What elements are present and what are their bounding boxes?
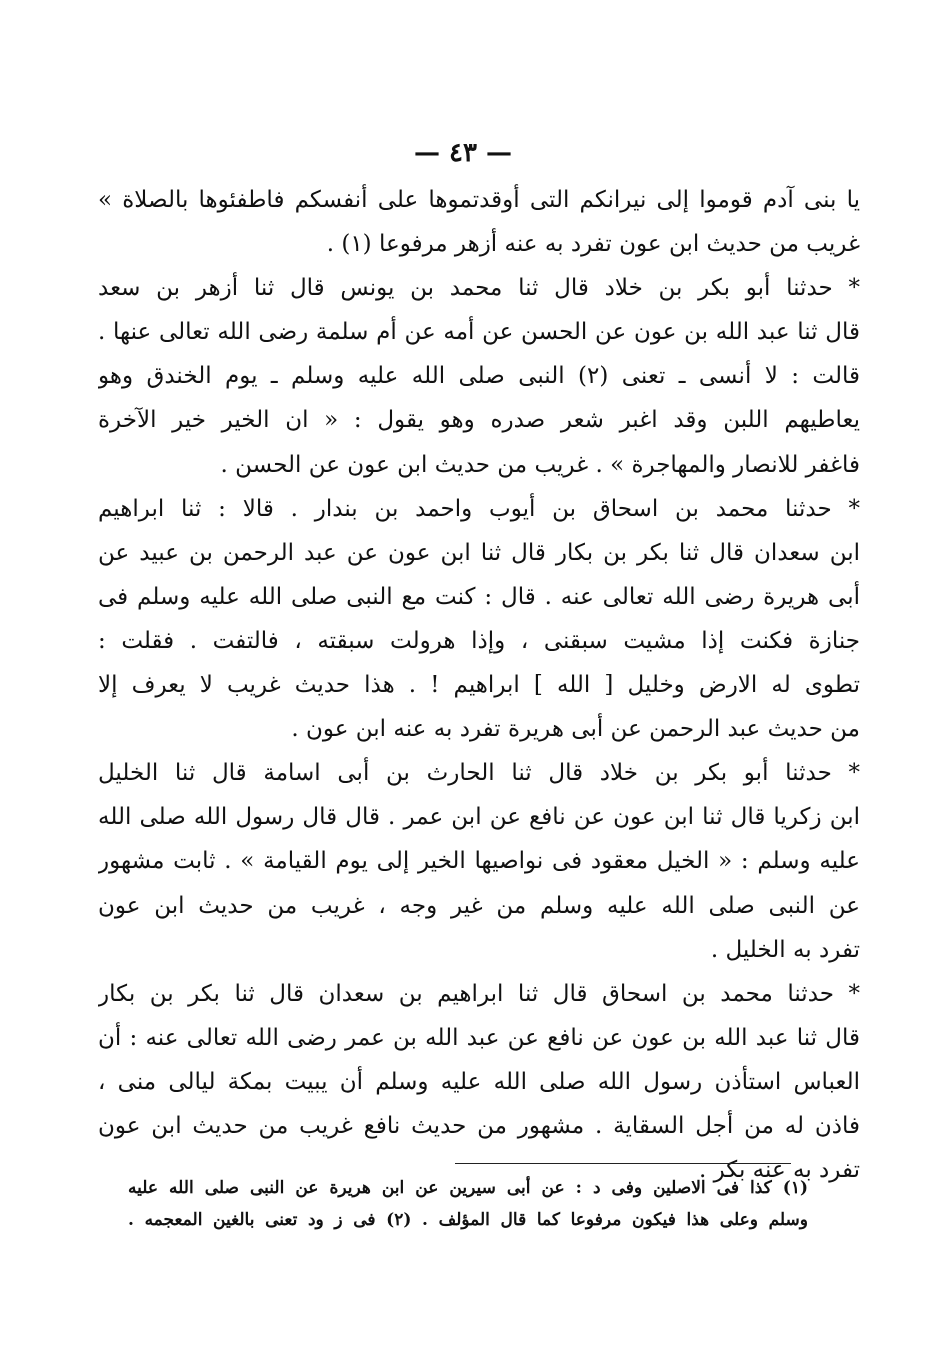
footnotes bbox=[128, 1172, 808, 1236]
text-line: تفرد به عنه بكر . bbox=[698, 1157, 860, 1184]
text-line: فاغفر للانصار والمهاجرة » . غريب من حديث ابن عون عن الحسن . bbox=[220, 451, 860, 478]
text-line: تفرد به الخليل . bbox=[710, 936, 860, 963]
footnote-line: (١) كذا فى الاصلين وفى د : عن أبى سيرين عن ابن هريرة عن النبى صلى الله عليه bbox=[128, 1178, 808, 1198]
text-line: جنازة فكنت إذا مشيت سبقنى ، وإذا هرولت سبقته ، فالتفت . فقلت : bbox=[98, 627, 860, 654]
text-line: * حدثنا محمد بن اسحاق قال ثنا ابراهيم بن سعدان قال ثنا بكر بن بكار bbox=[98, 980, 860, 1007]
text-line: * حدثنا محمد بن اسحاق بن أيوب واحمد بن بندار . قالا : ثنا ابراهيم bbox=[98, 495, 860, 522]
text-line: قال ثنا عبد الله بن عون عن نافع عن عبد الله بن عمر رضى الله تعالى عنه : أن bbox=[98, 1024, 860, 1051]
body-text bbox=[98, 178, 860, 1192]
text-line: يا بنى آدم قوموا إلى نيرانكم التى أوقدتموها على أنفسكم فاطفئوها بالصلاة » bbox=[98, 187, 860, 213]
text-line: فاذن له من أجل السقاية . مشهور من حديث نافع غريب من حديث ابن عون bbox=[98, 1112, 860, 1139]
text-line: قالت : لا أنسى ـ تعنى (٢) النبى صلى الله عليه وسلم ـ يوم الخندق وهو bbox=[98, 363, 860, 390]
text-line: أبى هريرة رضى الله تعالى عنه . قال : كنت مع النبى صلى الله عليه وسلم فى bbox=[98, 583, 860, 610]
text-line: عن النبى صلى الله عليه وسلم من غير وجه ، غريب من حديث ابن عون bbox=[98, 892, 860, 919]
text-line: عليه وسلم : « الخيل معقود فى نواصيها الخير إلى يوم القيامة » . ثابت مشهور bbox=[98, 848, 860, 875]
text-line: غريب من حديث ابن عون تفرد به عنه أزهر مرفوعا (١) . bbox=[326, 231, 860, 258]
text-line: تطوى له الارض وخليل [ الله ] ابراهيم ! . هذا حديث غريب لا يعرف إلا bbox=[98, 672, 860, 699]
footnote-line: وسلم وعلى هذا فيكون مرفوعا كما قال المؤلف . (٢) فى ز ود تعنى بالغين المعجمه . bbox=[128, 1210, 808, 1230]
text-line: * حدثنا أبو بكر بن خلاد قال ثنا محمد بن يونس قال ثنا أزهر بن سعد bbox=[98, 275, 860, 302]
text-line: ابن سعدان قال ثنا بكر بن بكار قال ثنا ابن عون عن عبد الرحمن بن عبيد عن bbox=[98, 539, 860, 566]
text-line: من حديث عبد الرحمن عن أبى هريرة تفرد به عنه ابن عون . bbox=[291, 716, 860, 743]
footnote-divider bbox=[455, 1163, 791, 1164]
text-line: يعاطيهم اللبن وقد اغبر شعر صدره وهو يقول : « ان الخير خير الآخرة bbox=[98, 407, 860, 434]
text-line: * حدثنا أبو بكر بن خلاد قال ثنا الحارث بن أبى اسامة قال ثنا الخليل bbox=[98, 760, 860, 787]
page-number: — ٤٣ — bbox=[413, 138, 513, 168]
text-line: قال ثنا عبد الله بن عون عن الحسن عن أمه عن أم سلمة رضى الله تعالى عنها . bbox=[98, 319, 860, 346]
text-line: العباس استأذن رسول الله صلى الله عليه وسلم أن يبيت بمكة ليالى منى ، bbox=[98, 1068, 860, 1095]
text-line: ابن زكريا قال ثنا ابن عون عن نافع عن ابن عمر . قال قال رسول الله صلى الله bbox=[98, 804, 860, 831]
